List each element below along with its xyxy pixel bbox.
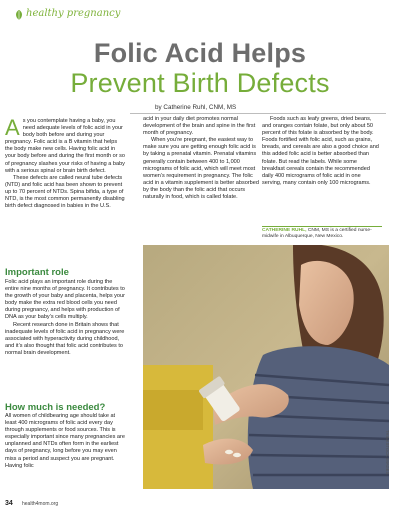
intro-paragraph-2: These defects are called neural tube defects (NTD) and folic acid has been shown to prevent up to 70 percent of NTDs. Spina bifida, a type of NTD, is the most common permanently disabling birth defect diagnosed in babies in the U.S. (5, 174, 125, 210)
author-bio-text: CNM, MS is a certified nurse-midwife in Albuquerque, New Mexico. (262, 228, 372, 240)
author-bio (262, 228, 380, 240)
author-divider (262, 226, 382, 227)
byline: by Catherine Ruhl, CNM, MS (155, 104, 237, 111)
intro-text-1: s you contemplate having a baby, you need adequate levels of folic acid in your body both before and during your pregnancy. Folic acid is a B vitamin that helps the body make new cells. Having folic acid in your body before and during the first month or so of pregnancy slashes your risks of having a baby with a serious spinal or brain birth defect. (5, 118, 125, 174)
site-url[interactable]: health4mom.org (22, 501, 59, 507)
intro-column (5, 115, 125, 210)
column2-paragraph-2: When you’re pregnant, the easiest way to make sure you are getting enough folic acid is by taking a prenatal vitamin. Prenatal vitamins generally contain between 400 to 1,000 micrograms of folic acid, which will meet most women’s requirement in pregnancy. The folic acid in a vitamin supplement is better absorbed by the body than the folic acid that occurs naturally in food, which is called folate. (143, 137, 259, 201)
important-role-heading (5, 267, 69, 278)
intro-paragraph-1 (5, 115, 125, 175)
how-much-body (5, 413, 125, 470)
column2-paragraph-1: acid in your daily diet promotes normal development of the brain and spine in the first month of pregnancy. (143, 116, 256, 137)
column-2 (143, 116, 259, 201)
drop-cap: A (5, 115, 20, 140)
important-role-paragraph-1: Folic acid plays an important role during the entire nine months of pregnancy. It contributes to the growth of your baby and placenta, helps your body make the extra red blood cells you need during pregnancy, and helps with production of DNA as your baby’s cells multiply. (5, 279, 125, 321)
section-heading: How much is needed? (5, 402, 106, 413)
photo-credit: THINKSTOCK IMAGES (385, 430, 390, 475)
article-title-line1: Folic Acid Helps (93, 38, 307, 68)
byline-divider (130, 113, 386, 114)
section-brand: healthy pregnancy (26, 8, 121, 19)
section-heading: Important role (5, 267, 69, 278)
page-number: 34 (5, 500, 13, 507)
leaf-icon (14, 9, 24, 21)
article-title-line2: Prevent Birth Defects (70, 68, 330, 98)
how-much-paragraph-1: All women of childbearing age should take at least 400 micrograms of folic acid every day through supplements or food sources. This is especially important since many pregnancies are unplanned and NTDs often form in the earliest days of pregnancy, long before you may even miss a period and suspect you are pregnant. Having folic (5, 413, 125, 469)
important-role-body (5, 279, 125, 357)
how-much-heading (5, 402, 105, 413)
column-3 (262, 116, 380, 187)
pregnant-woman-photo (143, 245, 389, 489)
author-name: CATHERINE RUHL, (262, 228, 307, 233)
column3-paragraph-1: Foods such as leafy greens, dried beans, and oranges contain folate, but only about 50 percent of this folate is absorbed by the body. Foods fortified with folic acid, such as grains, breads, and cereals are also a good choice and this added folic acid is better absorbed than folate. But read the labels. While some breakfast cereals contain the recommended daily 400 micrograms of folic acid in one serving, many contain only 100 micrograms. (262, 116, 379, 186)
important-role-paragraph-2: Recent research done in Britain shows that inadequate levels of folic acid in pregnancy were associated with hyperactivity during childhood, and it’s also thought that folic acid contributes to normal brain development. (5, 321, 125, 356)
